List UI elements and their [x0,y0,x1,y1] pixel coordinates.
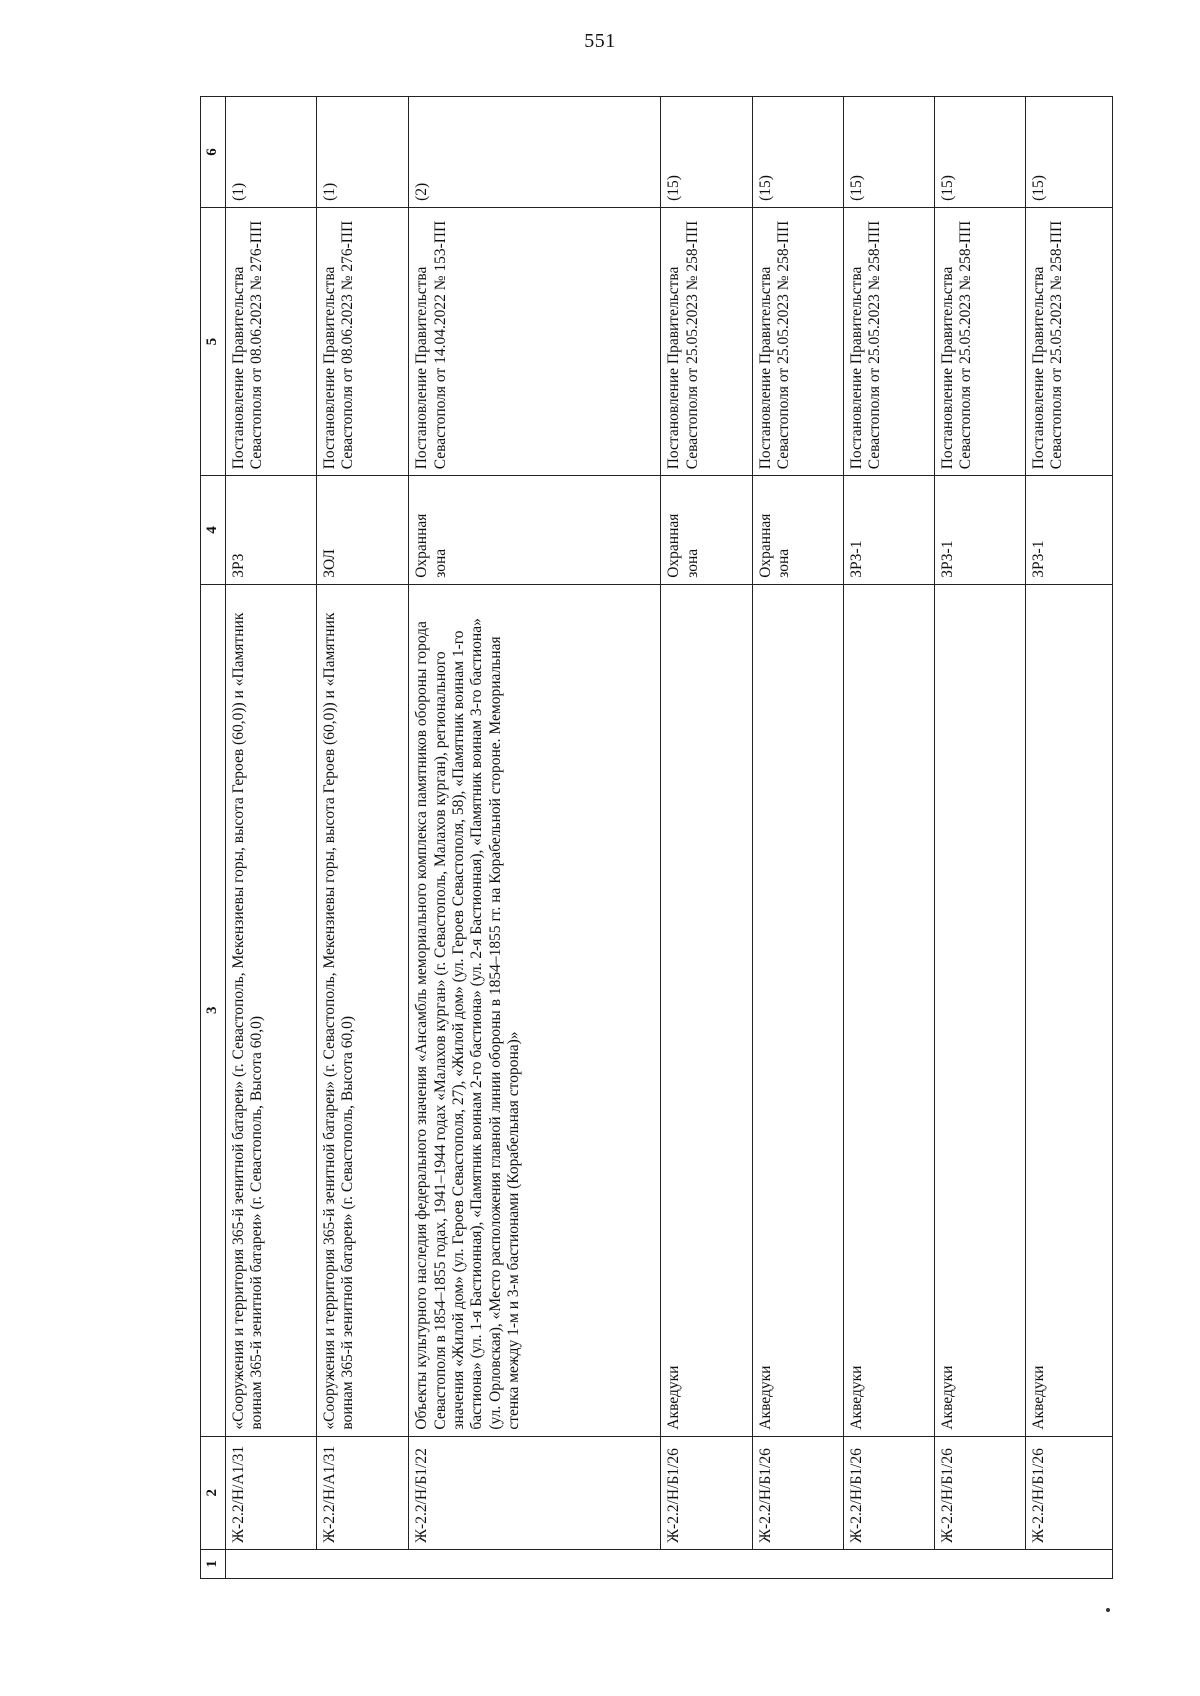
note-cell: (1) [317,97,409,208]
object-cell: Акведуки [1026,584,1113,1436]
note-cell: (15) [752,97,843,208]
document-cell: Постановление Правительства Севастополя от 25.05.2023 № 258-ПП [843,207,934,475]
zone-type-cell: ЗРЗ-1 [934,476,1025,585]
zone-code-cell: Ж-2.2/Н/Б1/26 [661,1436,752,1549]
note-cell: (15) [1026,97,1113,208]
note-cell: (1) [226,97,317,208]
table-row [1026,97,1113,1579]
scan-speck [1106,1608,1110,1612]
object-cell: Акведуки [843,584,934,1436]
zone-code-cell: Ж-2.2/Н/А1/31 [317,1436,409,1549]
document-cell: Постановление Правительства Севастополя от 08.06.2023 № 276-ПП [226,207,317,475]
object-cell: «Сооружения и территория 365-й зенитной батареи» (г. Севастополь, Мекензиевы горы, высота Героев (60,0)) и «Памятник воинам 365-й зенитной батареи» (г. Севастополь, Высота 60,0) [226,584,317,1436]
rotated-table-wrapper [200,96,1113,1579]
zone-type-cell: Охранная зона [752,476,843,585]
document-cell: Постановление Правительства Севастополя от 25.05.2023 № 258-ПП [752,207,843,475]
zone-code-cell: Ж-2.2/Н/Б1/26 [752,1436,843,1549]
object-cell: Акведуки [934,584,1025,1436]
page-number: 551 [584,30,616,52]
zone-type-cell: ЗРЗ-1 [843,476,934,585]
object-cell: Акведуки [752,584,843,1436]
zone-code-cell: Ж-2.2/Н/Б1/26 [934,1436,1025,1549]
object-cell: «Сооружения и территория 365-й зенитной батареи» (г. Севастополь, Мекензиевы горы, высота Героев (60,0)) и «Памятник воинам 365-й зенитной батареи» (г. Севастополь, Высота 60,0) [317,584,409,1436]
note-cell: (2) [409,97,661,208]
header-col-1: 1 [201,1549,226,1578]
note-cell: (15) [934,97,1025,208]
register-table [200,96,1113,1579]
zone-type-cell: Охранная зона [661,476,752,585]
zone-code-cell: Ж-2.2/Н/А1/31 [226,1436,317,1549]
table-row [934,97,1025,1579]
object-cell: Акведуки [661,584,752,1436]
zone-type-cell: ЗРЗ [226,476,317,585]
table-row [843,97,934,1579]
note-cell: (15) [843,97,934,208]
zone-code-cell: Ж-2.2/Н/Б1/26 [843,1436,934,1549]
document-cell: Постановление Правительства Севастополя от 08.06.2023 № 276-ПП [317,207,409,475]
zone-type-cell: Охранная зона [409,476,661,585]
table-row [226,97,317,1579]
header-col-2: 2 [201,1436,226,1549]
document-cell: Постановление Правительства Севастополя от 14.04.2022 № 153-ПП [409,207,661,475]
zone-type-cell: ЗОЛ [317,476,409,585]
header-col-5: 5 [201,207,226,475]
table-row [409,97,661,1579]
document-cell: Постановление Правительства Севастополя от 25.05.2023 № 258-ПП [661,207,752,475]
table-row [752,97,843,1579]
header-col-3: 3 [201,584,226,1436]
row-number-cell [226,1549,1113,1578]
zone-code-cell: Ж-2.2/Н/Б1/26 [1026,1436,1113,1549]
header-col-6: 6 [201,97,226,208]
header-col-4: 4 [201,476,226,585]
document-cell: Постановление Правительства Севастополя от 25.05.2023 № 258-ПП [1026,207,1113,475]
document-cell: Постановление Правительства Севастополя от 25.05.2023 № 258-ПП [934,207,1025,475]
zone-code-cell: Ж-2.2/Н/Б1/22 [409,1436,661,1549]
table-row [317,97,409,1579]
object-cell: Объекты культурного наследия федерального значения «Ансамбль мемориального комплекса памятников обороны города Севастополя в 1854–1855 годах, 1941–1944 годах «Малахов курган» (г. Севастополь, Малахов курган), регионального значения «Жилой дом» (ул. Героев Севастополя, 27), «Жилой дом» (ул. Героев Севастополя, 58), «Памятник воинам 1-го бастиона» (ул. 1-я Бастионная), «Памятник воинам 2-го бастиона» (ул. 2-я Бастионная), «Памятник воинам 3-го бастиона» (ул. Орловская), «Место расположения главной линии обороны в 1854–1855 гг. на Корабельной стороне. Мемориальная стенка между 1-м и 3-м бастионами (Корабельная сторона)» [409,584,661,1436]
zone-type-cell: ЗРЗ-1 [1026,476,1113,585]
table-row [661,97,752,1579]
note-cell: (15) [661,97,752,208]
table-header-row [201,97,226,1579]
